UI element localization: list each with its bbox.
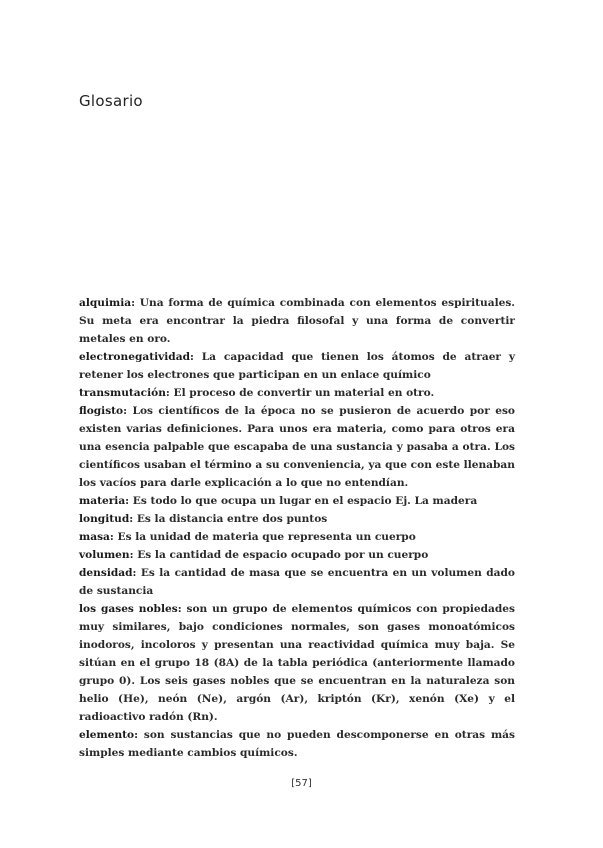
glossary-entry-elemento bbox=[79, 726, 515, 762]
glossary-definition: Una forma de química combinada con elementos espirituales. Su meta era encontrar la piedra filosofal y una forma de convertir metales en oro. bbox=[79, 297, 515, 345]
glossary-term: electronegatividad: bbox=[79, 351, 194, 363]
glossary-term: longitud: bbox=[79, 513, 134, 525]
glossary-term: elemento: bbox=[79, 729, 139, 741]
glossary-definition: son un grupo de elementos químicos con propiedades muy similares, bajo condiciones normales, son gases monoatómicos inodoros, incoloros y presentan una reactividad química muy baja. Se sitúan en el grupo 18 (8A) de la tabla periódica (anteriormente llamado grupo 0). Los seis gases nobles que se encuentran en la naturaleza son helio (He), neón (Ne), argón (Ar), kriptón (Kr), xenón (Xe) y el radioactivo radón (Rn). bbox=[79, 603, 515, 723]
glossary-entry-flogisto bbox=[79, 402, 515, 492]
glossary-entry-masa bbox=[79, 528, 515, 546]
glossary-term: materia: bbox=[79, 495, 130, 507]
glossary-definition: Es la unidad de materia que representa un cuerpo bbox=[113, 531, 416, 543]
glossary-definition: La capacidad que tienen los átomos de atraer y retener los electrones que participan en un enlace químico bbox=[79, 351, 515, 381]
glossary-entry-transmutacion bbox=[79, 384, 515, 402]
glossary-term: flogisto: bbox=[79, 405, 128, 417]
glossary-definition: Los científicos de la época no se pusieron de acuerdo por eso existen varias definiciones. Para unos era materia, como para otros era una esencia palpable que escapaba de una sustancia y pasaba a otra. Los científicos usaban el término a su conveniencia, ya que con este llenaban los vacíos para darle explicación a lo que no entendían. bbox=[79, 405, 515, 489]
glossary-definition: Es la distancia entre dos puntos bbox=[133, 513, 328, 525]
glossary-entry-materia bbox=[79, 492, 515, 510]
glossary-entry-gases-nobles bbox=[79, 600, 515, 726]
page-title: Glosario bbox=[79, 92, 143, 110]
glossary-definition: El proceso de convertir un material en otro. bbox=[169, 387, 435, 399]
glossary-entry-electronegatividad bbox=[79, 348, 515, 384]
glossary-entry-longitud bbox=[79, 510, 515, 528]
glossary-entry-alquimia bbox=[79, 294, 515, 348]
glossary-entry-volumen bbox=[79, 546, 515, 564]
glossary-term: densidad: bbox=[79, 567, 137, 579]
glossary-definition: son sustancias que no pueden descomponerse en otras más simples mediante cambios químicos. bbox=[79, 729, 515, 759]
page-number: [57] bbox=[291, 778, 312, 789]
glossary-definition: Es la cantidad de espacio ocupado por un cuerpo bbox=[133, 549, 429, 561]
glossary-entry-densidad bbox=[79, 564, 515, 600]
glossary-term: volumen: bbox=[79, 549, 134, 561]
glossary-term: los gases nobles: bbox=[79, 603, 182, 615]
glossary-list bbox=[79, 294, 515, 762]
glossary-definition: Es la cantidad de masa que se encuentra en un volumen dado de sustancia bbox=[79, 567, 515, 597]
glossary-definition: Es todo lo que ocupa un lugar en el espacio Ej. La madera bbox=[129, 495, 478, 507]
glossary-term: masa: bbox=[79, 531, 114, 543]
glossary-term: alquimia: bbox=[79, 297, 136, 309]
glossary-term: transmutación: bbox=[79, 387, 170, 399]
